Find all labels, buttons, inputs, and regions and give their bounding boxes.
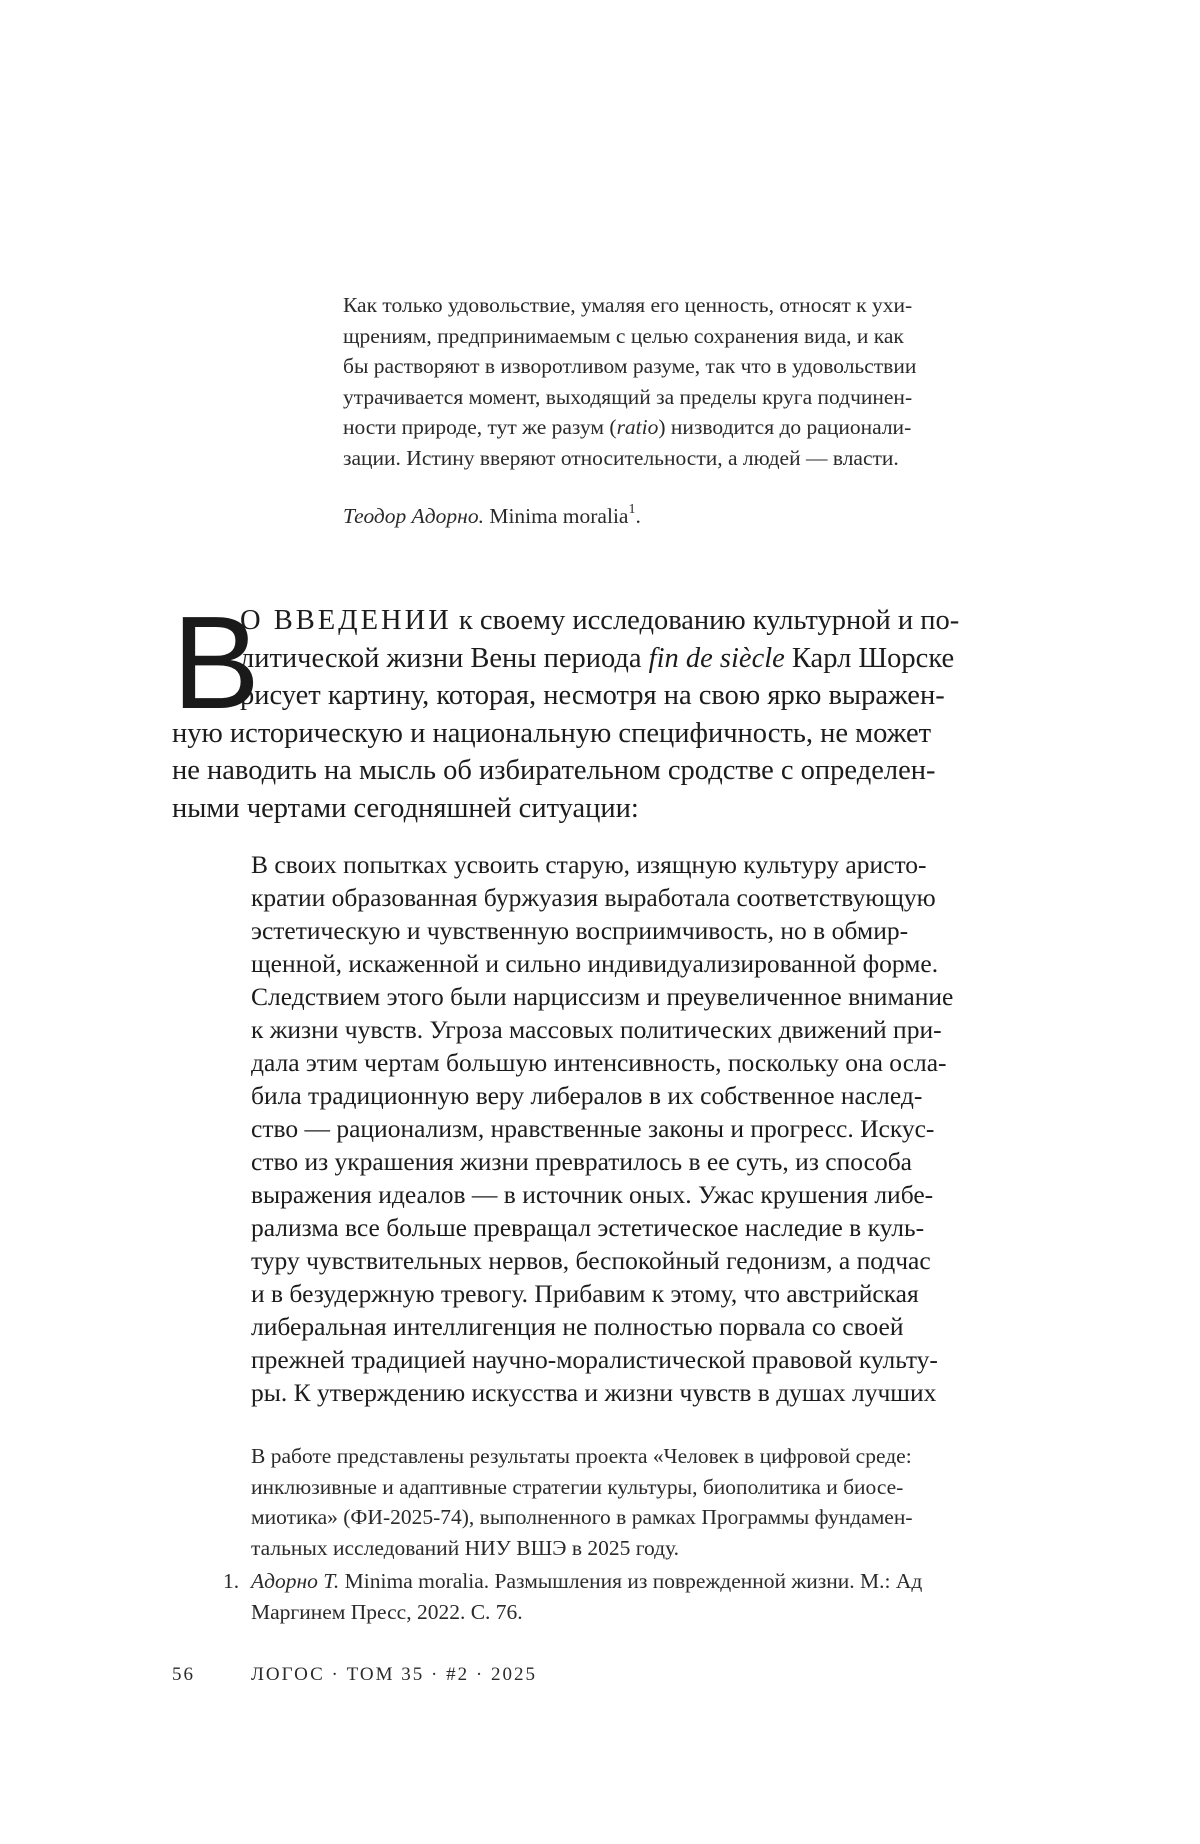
footnotes <box>223 1441 923 1627</box>
running-head: ЛОГОС · ТОМ 35 · #2 · 2025 <box>251 1664 537 1685</box>
epigraph-line: зации. Истину вверяют относительности, а людей — власти. <box>343 445 899 470</box>
funding-line: тальных исследований НИУ ВШЭ в 2025 году. <box>251 1535 680 1560</box>
block-quote <box>251 848 953 1409</box>
main-line: рисует картину, которая, несмотря на свою ярко выражен- <box>240 680 945 711</box>
quote-line: прежней традицией научно-моралистической правовой культу- <box>251 1345 938 1374</box>
epigraph-text: ности природе, тут же разум ( <box>343 415 617 439</box>
epigraph-author: Теодор Адорно. <box>343 504 484 528</box>
main-line: ными чертами сегодняшней ситуации: <box>172 792 639 824</box>
main-paragraph <box>172 589 1028 827</box>
main-line: не наводить на мысль об избирательном сродстве с определен- <box>172 755 936 786</box>
epigraph-text: ) низводится до рационали- <box>658 415 912 439</box>
quote-line: либеральная интеллигенция не полностью порвала со своей <box>251 1312 904 1341</box>
quote-line: В своих попытках усвоить старую, изящную культуру аристо- <box>251 850 927 879</box>
quote-line: Следствием этого были нарциссизм и преувеличенное внимание <box>251 982 954 1011</box>
funding-line: В работе представлены результаты проекта «Человек в цифровой среде: <box>251 1444 912 1468</box>
footnote-text: Minima moralia. Размышления из поврежденной жизни. М.: Ад <box>339 1569 923 1593</box>
epigraph-title: Minima moralia <box>483 504 629 528</box>
main-text: к своему исследованию культурной и по- <box>451 605 960 636</box>
quote-line: ство из украшения жизни превратилось в ее суть, из способа <box>251 1147 912 1176</box>
funding-note <box>251 1441 922 1563</box>
footnote-1 <box>223 1566 923 1627</box>
epigraph-line: Как только удовольствие, умаляя его ценность, относят к ухи- <box>343 293 913 317</box>
epigraph-ratio-term: ratio <box>616 415 659 439</box>
main-line: ную историческую и национальную специфичность, не может <box>172 717 932 749</box>
quote-line: кратии образованная буржуазия выработала соответствующую <box>251 883 936 912</box>
page-number: 56 <box>172 1664 195 1685</box>
epigraph-source <box>343 501 916 532</box>
main-line <box>172 602 1028 640</box>
epigraph-line: щрениям, предпринимаемым с целью сохранения вида, и как <box>343 323 904 348</box>
quote-line: туру чувствительных нервов, беспокойный гедонизм, а подчас <box>251 1246 931 1275</box>
fin-de-siecle-term: fin de siècle <box>648 642 785 674</box>
epigraph-line <box>343 412 916 443</box>
footnote-number: 1. <box>223 1569 240 1593</box>
quote-line: и в безудержную тревогу. Прибавим к этому, что австрийская <box>251 1279 919 1308</box>
funding-line: миотика» (ФИ-2025-74), выполненного в рамках Программы фундамен- <box>251 1505 913 1529</box>
footnote-author: Адорно Т. <box>251 1569 340 1593</box>
epigraph-end: . <box>635 504 641 528</box>
main-line <box>172 640 1028 678</box>
quote-line: к жизни чувств. Угроза массовых политических движений при- <box>251 1015 942 1044</box>
quote-line: била традиционную веру либералов в их собственное наслед- <box>251 1081 923 1110</box>
epigraph-line: утрачивается момент, выходящий за пределы круга подчинен- <box>343 384 913 409</box>
quote-line: рализма все больше превращал эстетическое наследие в куль- <box>251 1213 925 1242</box>
opening-smallcaps: О ВВЕДЕНИИ <box>240 605 452 636</box>
epigraph <box>343 290 916 532</box>
main-text: Карл Шорске <box>784 642 955 674</box>
main-text: литической жизни Вены периода <box>240 642 649 674</box>
quote-line: ры. К утверждению искусства и жизни чувств в душах лучших <box>251 1378 937 1407</box>
footnote-ref-1[interactable]: 1 <box>628 501 636 517</box>
quote-line: дала этим чертам большую интенсивность, поскольку она осла- <box>251 1048 947 1077</box>
quote-line: ство — рационализм, нравственные законы и прогресс. Искус- <box>251 1114 935 1143</box>
quote-line: выражения идеалов — в источник оных. Ужас крушения либе- <box>251 1180 934 1209</box>
epigraph-line: бы растворяют в изворотливом разуме, так что в удовольствии <box>343 354 917 378</box>
quote-line: щенной, искаженной и сильно индивидуализированной форме. <box>251 949 939 978</box>
footnote-line <box>251 1566 922 1597</box>
drop-cap: В <box>172 589 261 736</box>
footnote-line: Маргинем Пресс, 2022. С. 76. <box>251 1599 523 1624</box>
funding-line: инклюзивные и адаптивные стратегии культуры, биополитика и биосе- <box>251 1474 904 1499</box>
quote-line: эстетическую и чувственную восприимчивость, но в обмир- <box>251 916 909 945</box>
